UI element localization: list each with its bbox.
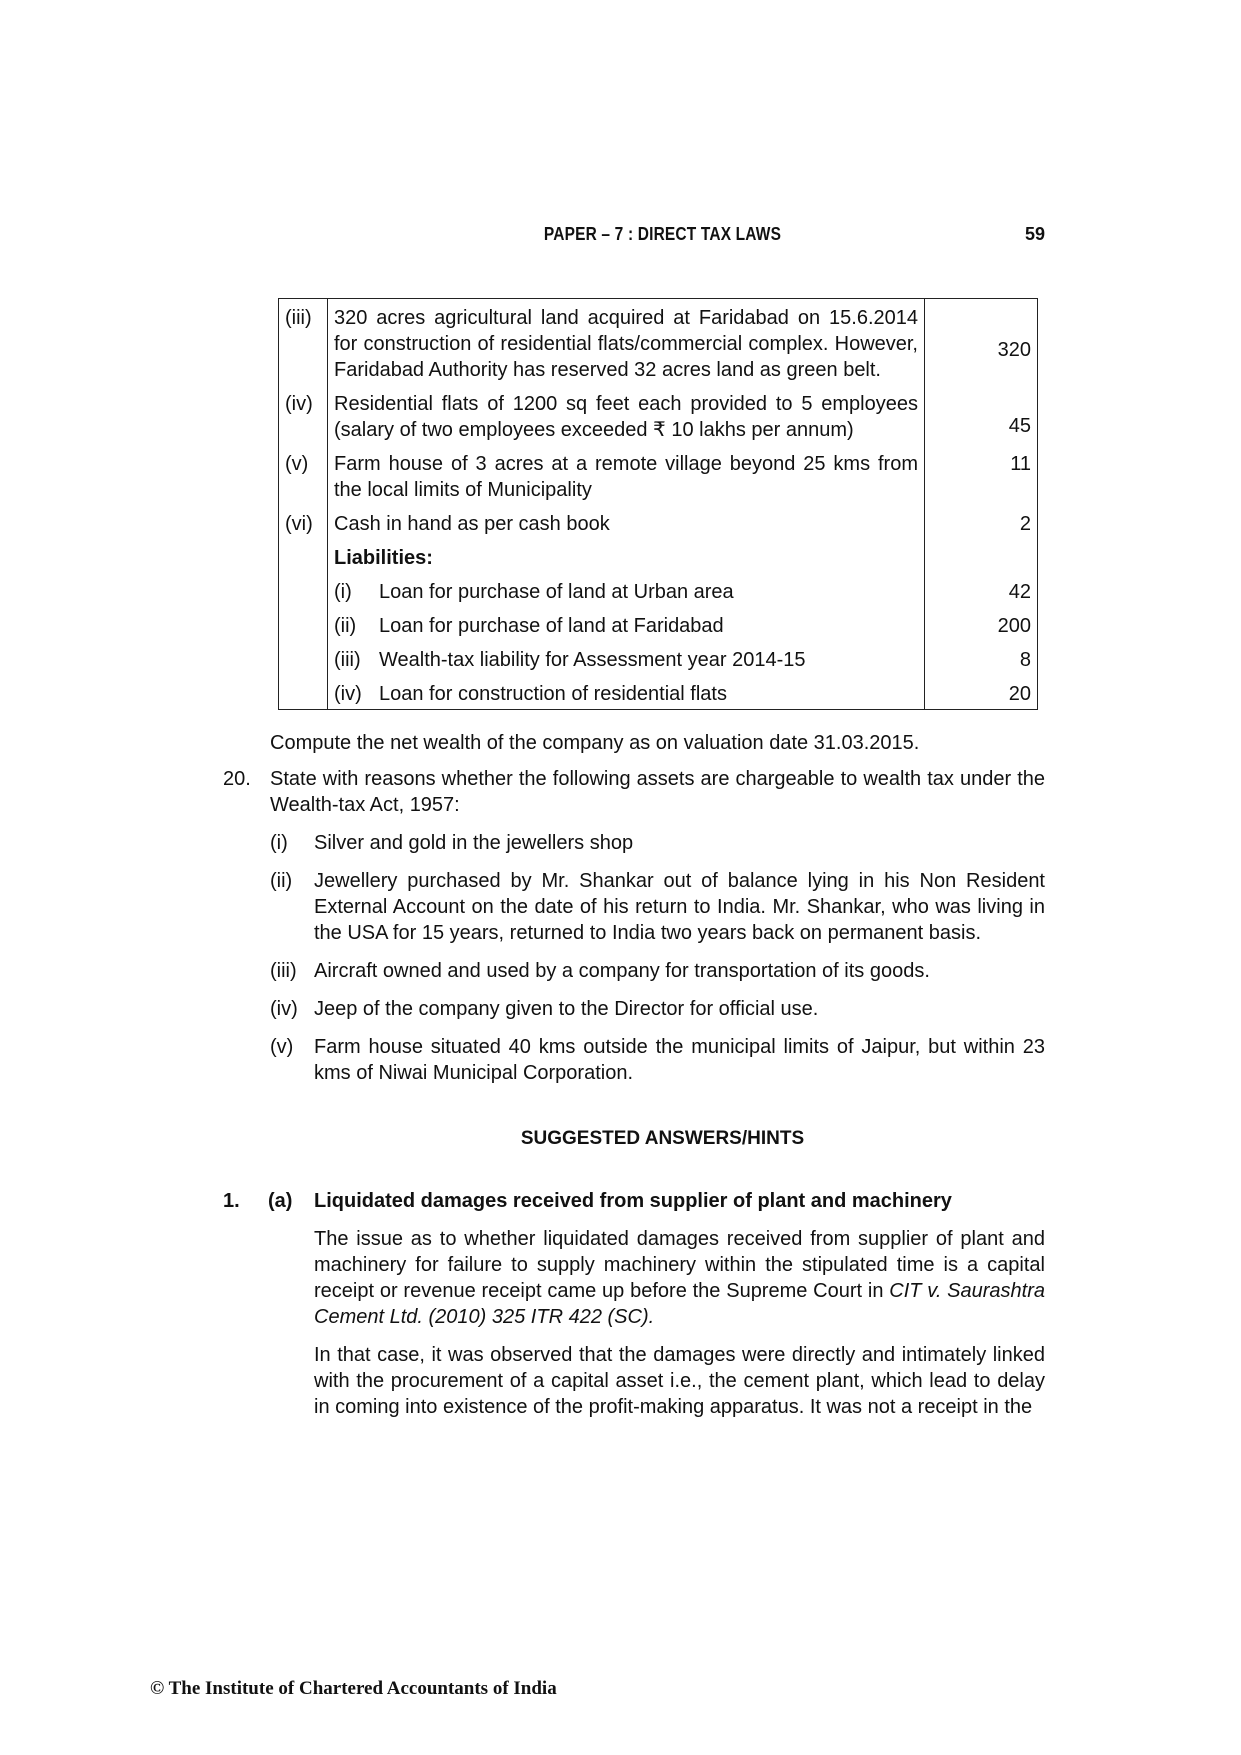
liability-description: Loan for construction of residential flats <box>379 683 727 705</box>
answer-paragraph-1: The issue as to whether liquidated damages received from supplier of plant and machinery for failure to supply machinery within the stipulated time is a capital receipt or revenue receipt came up before the Supreme Court in CIT v. Saurashtra Cement Ltd. (2010) 325 ITR 422 (SC). <box>314 1228 1046 1328</box>
page-number: 59 <box>1024 224 1045 244</box>
row-number: (vi) <box>279 505 328 539</box>
table-row <box>279 675 1038 710</box>
question-text: State with reasons whether the following assets are chargeable to wealth tax under the Wealth-tax Act, 1957: <box>270 768 1045 816</box>
table-row <box>279 505 1038 539</box>
answer-paragraph-2: In that case, it was observed that the damages were directly and intimately linked with the procurement of a capital asset i.e., the cement plant, which lead to delay in coming into existence of the profit-making apparatus. It was not a receipt in the <box>314 1344 1045 1418</box>
question-number: 20. <box>223 768 251 790</box>
paper-title: PAPER – 7 : DIRECT TAX LAWS <box>543 224 782 244</box>
row-amount: 320 <box>925 299 1038 386</box>
item-number: (iv) <box>270 998 298 1020</box>
table-row <box>279 445 1038 505</box>
liability-amount: 20 <box>925 675 1038 710</box>
assets-liabilities-table <box>278 298 1038 710</box>
row-description: Cash in hand as per cash book <box>328 505 925 539</box>
liability-description: Loan for purchase of land at Faridabad <box>379 615 724 637</box>
item-text: Jeep of the company given to the Director for official use. <box>314 998 819 1020</box>
item-text: Silver and gold in the jewellers shop <box>314 832 634 854</box>
item-number: (ii) <box>270 870 293 892</box>
answer-part: (a) <box>268 1190 293 1212</box>
liability-description: Wealth-tax liability for Assessment year 2014-15 <box>379 649 806 671</box>
answer-number: 1. <box>223 1190 240 1212</box>
liability-description: Loan for purchase of land at Urban area <box>379 581 734 603</box>
page-header <box>280 224 1045 254</box>
row-number: (v) <box>279 445 328 505</box>
liability-number: (iv) <box>334 683 362 705</box>
compute-instruction: Compute the net wealth of the company as on valuation date 31.03.2015. <box>270 732 920 754</box>
answer-part-title: Liquidated damages received from supplier of plant and machinery <box>314 1190 952 1212</box>
item-text: Jewellery purchased by Mr. Shankar out of balance lying in his Non Resident External Account on the date of his return to India. Mr. Shankar, who was living in the USA for 15 years, returned to India two years back on permanent basis. <box>314 870 1045 944</box>
footer-copyright: © The Institute of Chartered Accountants of India <box>150 1678 557 1699</box>
row-amount: 45 <box>925 385 1038 445</box>
row-number: (iv) <box>279 385 328 445</box>
table-row <box>279 573 1038 607</box>
liability-number: (ii) <box>334 615 357 637</box>
liabilities-heading: Liabilities: <box>334 547 433 569</box>
table-row <box>279 641 1038 675</box>
row-description: 320 acres agricultural land acquired at Faridabad on 15.6.2014 for construction of residential flats/commercial complex. However, Faridabad Authority has reserved 32 acres land as green belt. <box>328 299 925 386</box>
row-amount: 11 <box>925 445 1038 505</box>
row-description: Residential flats of 1200 sq feet each provided to 5 employees (salary of two employees exceeded ₹ 10 lakhs per annum) <box>328 385 925 445</box>
item-number: (iii) <box>270 960 297 982</box>
table-row <box>279 299 1038 386</box>
table-row <box>279 385 1038 445</box>
row-amount: 2 <box>925 505 1038 539</box>
item-text: Aircraft owned and used by a company for transportation of its goods. <box>314 960 930 982</box>
row-description: Farm house of 3 acres at a remote village beyond 25 kms from the local limits of Municipality <box>328 445 925 505</box>
item-number: (i) <box>270 832 288 854</box>
row-number: (iii) <box>279 299 328 386</box>
liability-number: (i) <box>334 581 352 603</box>
item-text: Farm house situated 40 kms outside the municipal limits of Jaipur, but within 23 kms of Niwai Municipal Corporation. <box>314 1036 1045 1084</box>
table-row <box>279 607 1038 641</box>
liability-amount: 200 <box>925 607 1038 641</box>
case-citation: CIT v. Saurashtra Cement Ltd. (2010) 325 ITR 422 (SC). <box>314 1280 1046 1328</box>
liability-number: (iii) <box>334 649 361 671</box>
item-number: (v) <box>270 1036 294 1058</box>
table-row <box>279 539 1038 573</box>
liability-amount: 8 <box>925 641 1038 675</box>
liability-amount: 42 <box>925 573 1038 607</box>
answers-heading: SUGGESTED ANSWERS/HINTS <box>520 1128 805 1149</box>
